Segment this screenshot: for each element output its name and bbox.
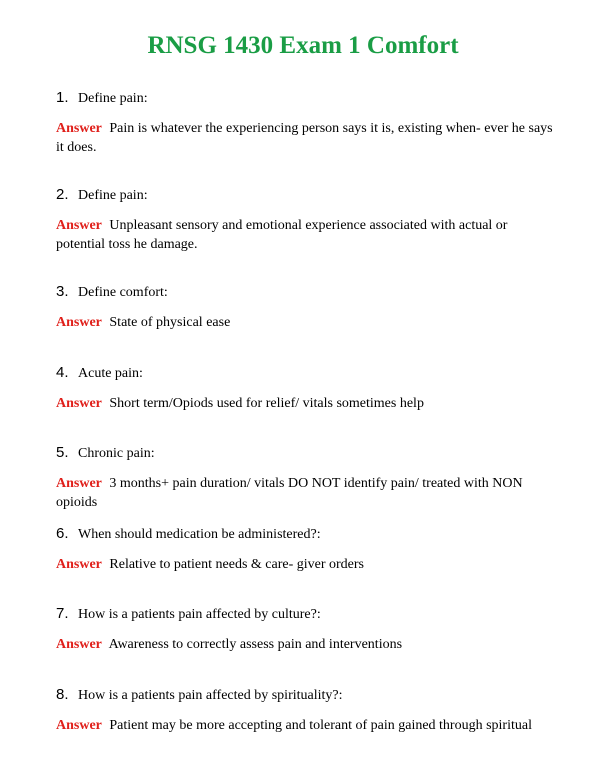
answer-label: Answer [56,557,102,572]
question-number: 3. [56,283,69,300]
question-row [56,282,554,302]
answer-text: 3 months+ pain duration/ vitals DO NOT identify pain/ treated with NON opioids [56,476,523,510]
answer-text: Patient may be more accepting and tolerant of pain gained through spiritual [109,718,532,733]
document-title: RNSG 1430 Exam 1 Comfort [147,32,459,59]
question-number: 5. [56,444,69,461]
question-row [56,685,554,705]
question-text: Define pain: [78,91,148,106]
qa-item-5 [56,443,554,512]
question-text: Acute pain: [78,366,143,381]
answer-row [56,313,554,332]
question-row [56,604,554,624]
question-text: How is a patients pain affected by spirituality?: [78,688,343,703]
qa-item-7 [56,604,554,654]
answer-row [56,119,554,157]
question-text: How is a patients pain affected by culture?: [78,607,321,622]
question-text: Define comfort: [78,285,168,300]
question-number: 6. [56,525,69,542]
question-text: Chronic pain: [78,446,155,461]
answer-text: Unpleasant sensory and emotional experience associated with actual or potential toss he damage. [56,218,508,252]
answer-row [56,394,554,413]
qa-item-2 [56,185,554,254]
question-number: 2. [56,186,69,203]
question-row [56,88,554,108]
question-row [56,185,554,205]
answer-row [56,474,554,512]
question-row [56,443,554,463]
question-number: 1. [56,89,69,106]
question-row [56,363,554,383]
answer-label: Answer [56,315,102,330]
answer-label: Answer [56,121,102,136]
answer-row [56,716,554,735]
answer-text: Awareness to correctly assess pain and interventions [108,637,403,652]
answer-row [56,216,554,254]
qa-item-6 [56,524,554,574]
answer-text: Relative to patient needs & care- giver orders [109,557,365,572]
answer-label: Answer [56,396,102,411]
qa-item-8 [56,685,554,735]
answer-text: Short term/Opiods used for relief/ vitals sometimes help [109,396,424,411]
qa-item-1 [56,88,554,157]
answer-text: Pain is whatever the experiencing person says it is, existing when- ever he says it does. [56,121,553,155]
qa-item-3 [56,282,554,332]
qa-item-4 [56,363,554,413]
question-number: 4. [56,364,69,381]
answer-label: Answer [56,718,102,733]
answer-row [56,555,554,574]
question-row [56,524,554,544]
question-text: Define pain: [78,188,148,203]
question-number: 8. [56,686,69,703]
answer-label: Answer [56,476,102,491]
answer-label: Answer [56,218,102,233]
answer-label: Answer [56,637,102,652]
question-text: When should medication be administered?: [78,527,321,542]
answer-row [56,635,554,654]
answer-text: State of physical ease [109,315,231,330]
question-number: 7. [56,605,69,622]
